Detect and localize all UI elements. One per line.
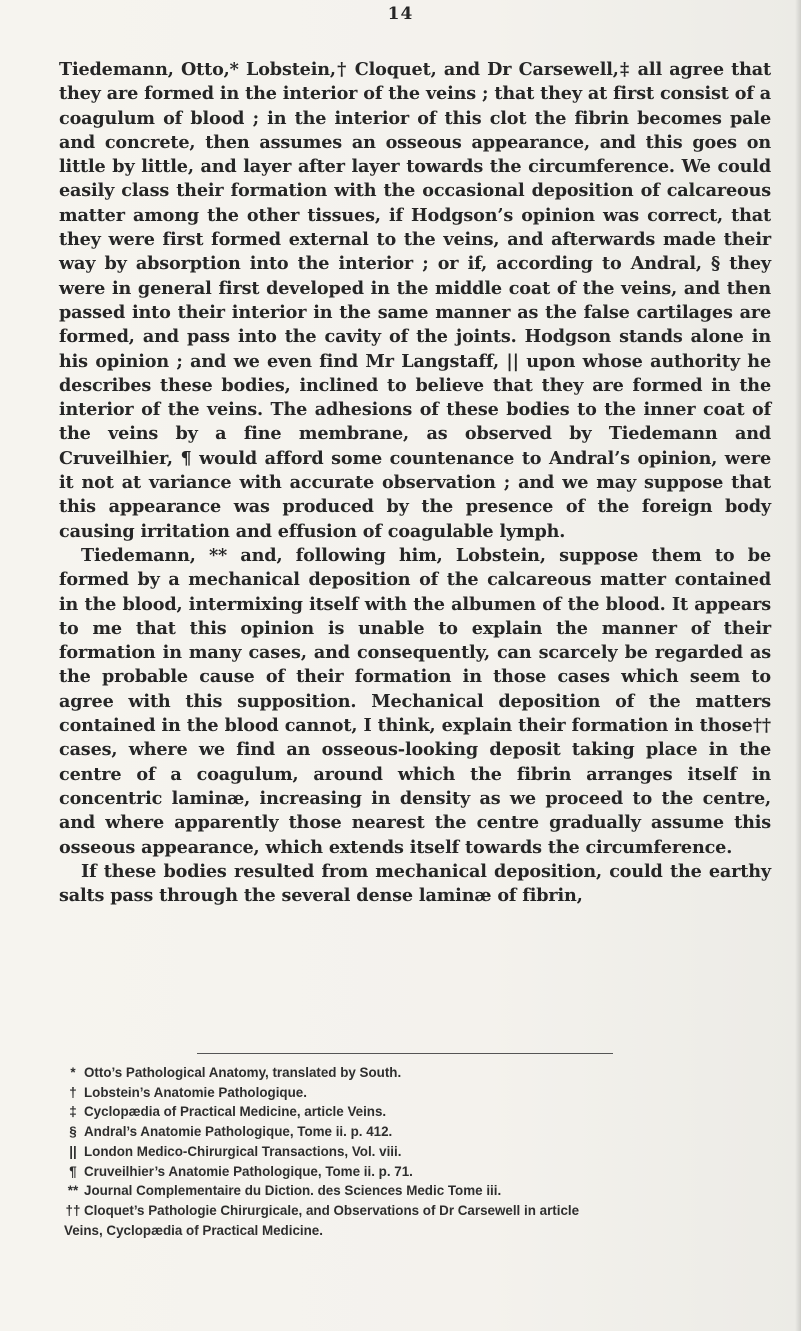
page-number: 14 [387,4,414,24]
footnote-8 [64,1201,771,1221]
footnote-text: London Medico-Chirurgical Transactions, Vol. viii. [84,1143,402,1159]
paragraph-2: Tiedemann, ** and, following him, Lobstein, suppose them to be formed by a mechanical deposition of the calcareous matter contained in the blood, intermixing itself with the albumen of the blood. It appears to me that this opinion is unable to explain the manner of their formation in many cases, and consequently, can scarcely be regarded as the probable cause of their formation in those cases which seem to agree with this supposition. Mechanical deposition of the matters contained in the blood cannot, I think, explain their formation in those†† cases, where we find an osseous-looking deposit taking place in the centre of a coagulum, around which the fibrin arranges itself in concentric laminæ, increasing in density as we proceed to the centre, and where apparently those nearest the centre gradually assume this osseous appearance, which extends itself towards the circumference. [59,544,771,858]
footnote-mark: ‡ [69,1104,77,1120]
footnote-3 [64,1102,771,1122]
footnote-mark: ¶ [69,1163,77,1179]
page-edge-shadow [795,0,801,1331]
footnote-6 [64,1162,771,1182]
footnote-mark: †† [65,1202,81,1218]
footnote-mark: § [69,1124,77,1140]
paragraph-3: If these bodies resulted from mechanical deposition, could the earthy salts pass through the several dense laminæ of fibrin, [59,860,771,907]
footnote-text: Lobstein’s Anatomie Pathologique. [84,1084,307,1100]
footnote-text: Otto’s Pathological Anatomy, translated by South. [84,1065,402,1080]
paragraph-1: Tiedemann, Otto,* Lobstein,† Cloquet, and Dr Carsewell,‡ all agree that they are formed in the interior of the veins ; that they at first consist of a coagulum of blood ; in the interior of this clot the fibrin becomes pale and concrete, then assumes an osseous appearance, and this goes on little by little, and layer after layer towards the circumference. We could easily class their formation with the occasional deposition of calcareous matter among the other tissues, if Hodgson’s opinion was correct, that they were first formed external to the veins, and afterwards made their way by absorption into the interior ; or if, according to Andral, § they were in general first developed in the middle coat of the veins, and then passed into their interior in the same manner as the false cartilages are formed, and pass into the cavity of the joints. Hodgson stands alone in his opinion ; and we even find Mr Langstaff, || upon whose authority he describes these bodies, inclined to believe that they are formed in the interior of the veins. The adhesions of these bodies to the inner coat of the veins by a fine membrane, as observed by Tiedemann and Cruveilhier, ¶ would afford some countenance to Andral’s opinion, were it not at variance with accurate observation ; and we may suppose that this appearance was produced by the presence of the foreign body causing irritation and effusion of coagulable lymph. [59,59,771,542]
footnote-mark: || [69,1143,77,1159]
footnote-7 [64,1181,771,1201]
footnote-text: Cloquet’s Pathologie Chirurgicale, and Observations of Dr Carsewell in article [84,1202,580,1218]
footnote-2 [64,1083,771,1103]
footnote-mark: † [69,1084,77,1100]
footnote-text: Journal Complementaire du Diction. des Sciences Medic Tome iii. [84,1183,502,1199]
footnote-1 [64,1063,771,1083]
footnote-8-continuation [64,1221,771,1241]
footnote-divider [197,1053,613,1054]
footnote-text: Cruveilhier’s Anatomie Pathologique, Tome ii. p. 71. [84,1163,413,1179]
footnote-5 [64,1142,771,1162]
footnotes [64,1063,771,1240]
footnote-mark: * [70,1065,76,1080]
main-text [59,58,771,908]
footnote-4 [64,1122,771,1142]
footnote-text: Veins, Cyclopædia of Practical Medicine. [64,1222,323,1238]
footnote-mark: ** [67,1183,79,1199]
footnote-text: Andral’s Anatomie Pathologique, Tome ii. p. 412. [84,1124,393,1140]
footnote-text: Cyclopædia of Practical Medicine, article Veins. [84,1104,387,1120]
